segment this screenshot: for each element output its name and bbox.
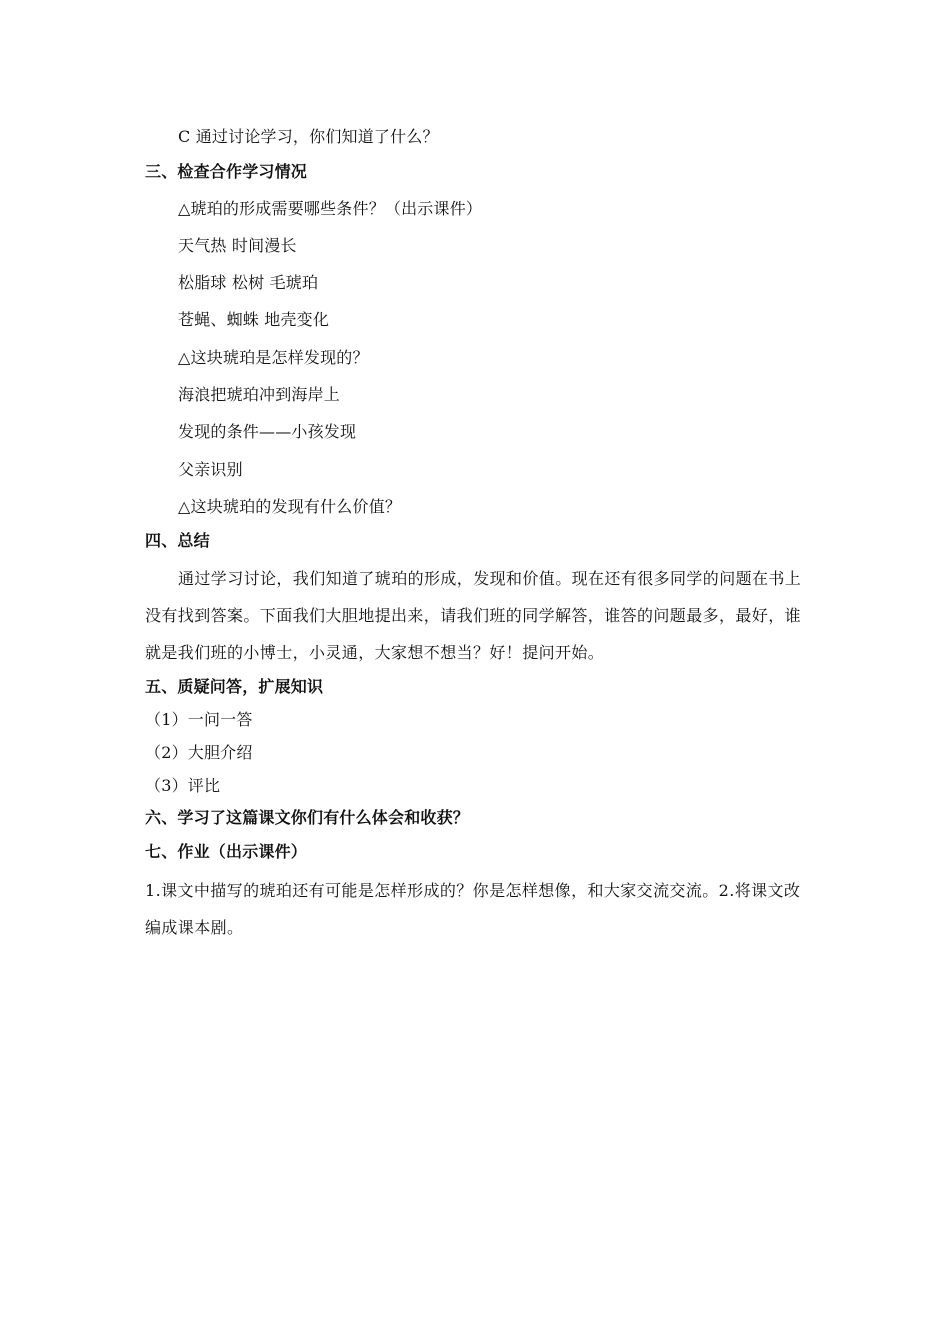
list-item-1: （1）一问一答: [145, 710, 253, 729]
question-found: △这块琥珀是怎样发现的？: [178, 348, 369, 367]
summary-paragraph: 通过学习讨论，我们知道了琥珀的形成，发现和价值。现在还有很多同学的问题在书上没有找到答案。下面我们大胆地提出来，请我们班的同学解答，谁答的问题最多，最好，谁就是我们班的小博士，小灵通，大家想不想当？好！提问开始。: [145, 569, 802, 662]
found-line-2: 发现的条件——小孩发现: [178, 422, 357, 441]
section-3-heading: 三、检查合作学习情况: [145, 162, 308, 181]
section-5-heading: 五、质疑问答，扩展知识: [145, 677, 324, 696]
condition-line-2: 松脂球 松树 毛琥珀: [178, 273, 319, 292]
section-4-heading: 四、总结: [145, 531, 210, 550]
section-6-heading: 六、学习了这篇课文你们有什么体会和收获？: [145, 808, 470, 827]
question-formation: △琥珀的形成需要哪些条件？（出示课件）: [178, 199, 483, 218]
list-item-2: （2）大胆介绍: [145, 743, 253, 762]
question-c: C 通过讨论学习，你们知道了什么？: [178, 127, 439, 146]
section-7-heading: 七、作业（出示课件）: [145, 842, 308, 861]
condition-line-1: 天气热 时间漫长: [178, 236, 297, 255]
homework-paragraph: 1.课文中描写的琥珀还有可能是怎样形成的？你是怎样想像，和大家交流交流。2.将课文改编成课本剧。: [145, 881, 801, 937]
condition-line-3: 苍蝇、蜘蛛 地壳变化: [178, 310, 330, 329]
found-line-3: 父亲识别: [178, 460, 243, 479]
question-value: △这块琥珀的发现有什么价值？: [178, 497, 402, 516]
list-item-3: （3）评比: [145, 776, 221, 795]
found-line-1: 海浪把琥珀冲到海岸上: [178, 385, 341, 404]
